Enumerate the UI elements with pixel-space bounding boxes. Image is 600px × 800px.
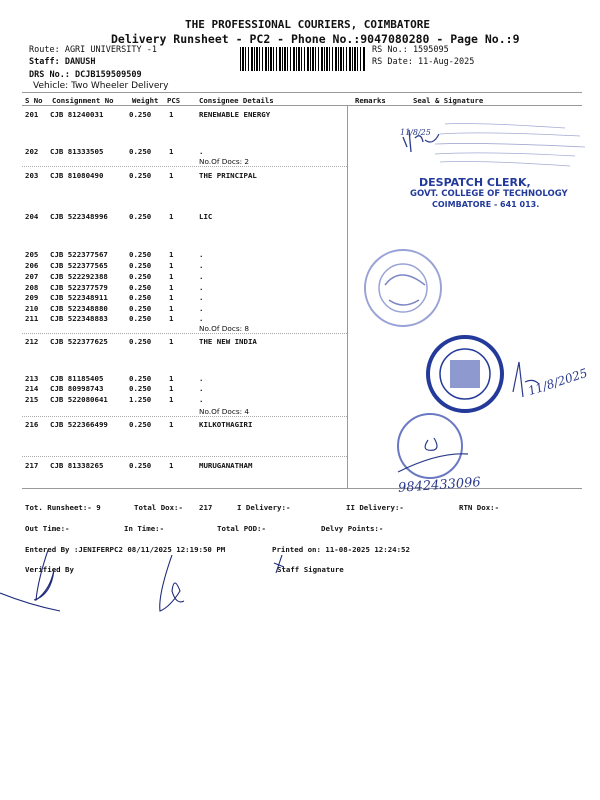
row-sno: 205 [25, 250, 39, 259]
row-sno: 215 [25, 395, 39, 404]
row-sno: 217 [25, 461, 39, 470]
out-time-label: Out Time:- [25, 524, 70, 533]
row-sno: 214 [25, 384, 39, 393]
delivery-points-label: Delvy Points:- [321, 524, 384, 533]
row-sno: 211 [25, 314, 39, 323]
row-weight: 0.250 [129, 374, 152, 383]
row-sno: 204 [25, 212, 39, 221]
col-consignment: Consignment No [52, 96, 114, 105]
row-weight: 0.250 [129, 293, 152, 302]
row-sno: 207 [25, 272, 39, 281]
row-pcs: 1 [169, 261, 174, 270]
row-pcs: 1 [169, 171, 174, 180]
row-pcs: 1 [169, 283, 174, 292]
route-label: Route: AGRI UNIVERSITY -1 [29, 45, 157, 55]
header-top-rule [22, 92, 582, 93]
row-pcs: 1 [169, 272, 174, 281]
barcode-image [240, 47, 366, 71]
runsheet-subtitle: Delivery Runsheet - PC2 - Phone No.:9047080280 - Page No.:9 [111, 32, 520, 46]
row-pcs: 1 [169, 293, 174, 302]
row-consignee: MURUGANATHAM [199, 461, 253, 470]
row-consignee: THE NEW INDIA [199, 337, 257, 346]
docs-count-note: No.Of Docs: 8 [199, 324, 250, 333]
row-consignment-no: CJB 522348883 [50, 314, 108, 323]
row-weight: 0.250 [129, 384, 152, 393]
col-seal-signature: Seal & Signature [413, 96, 484, 105]
row-consignment-no: CJB 80998743 [50, 384, 104, 393]
row-consignee: KILKOTHAGIRI [199, 420, 253, 429]
row-sno: 201 [25, 110, 39, 119]
row-weight: 0.250 [129, 212, 152, 221]
total-pod-label: Total POD:- [217, 524, 266, 533]
row-pcs: 1 [169, 314, 174, 323]
handwritten-date: 11/8/2025 [526, 365, 590, 399]
row-weight: 0.250 [129, 110, 152, 119]
row-sno: 202 [25, 147, 39, 156]
college-city: COIMBATORE - 641 013. [432, 200, 540, 209]
col-sno: S No [25, 96, 43, 105]
row-weight: 0.250 [129, 171, 152, 180]
group-separator [22, 166, 347, 167]
row-sno: 206 [25, 261, 39, 270]
row-consignment-no: CJB 522377565 [50, 261, 108, 270]
row-weight: 0.250 [129, 314, 152, 323]
row-consignee: . [199, 314, 204, 323]
row-consignee: . [199, 147, 204, 156]
in-time-label: In Time:- [124, 524, 165, 533]
row-weight: 0.250 [129, 283, 152, 292]
row-consignee: THE PRINCIPAL [199, 171, 257, 180]
row-consignment-no: CJB 81338265 [50, 461, 104, 470]
group-separator [22, 333, 347, 334]
row-consignment-no: CJB 81333505 [50, 147, 104, 156]
row-pcs: 1 [169, 337, 174, 346]
row-consignment-no: CJB 522348911 [50, 293, 108, 302]
row-consignment-no: CJB 522377625 [50, 337, 108, 346]
group-separator [22, 416, 347, 417]
row-consignment-no: CJB 522377567 [50, 250, 108, 259]
college-name: GOVT. COLLEGE OF TECHNOLOGY [410, 189, 568, 199]
col-consignee: Consignee Details [199, 96, 274, 105]
row-pcs: 1 [169, 110, 174, 119]
total-runsheet: Tot. Runsheet:- 9 [25, 503, 101, 512]
row-consignee: . [199, 384, 204, 393]
row-sno: 212 [25, 337, 39, 346]
row-weight: 0.250 [129, 147, 152, 156]
rs-number: RS No.: 1595095 [372, 45, 449, 55]
row-sno: 213 [25, 374, 39, 383]
table-bottom-rule [22, 488, 582, 489]
row-weight: 0.250 [129, 304, 152, 313]
row-sno: 208 [25, 283, 39, 292]
row-consignee: . [199, 293, 204, 302]
row-consignment-no: CJB 522377579 [50, 283, 108, 292]
row-consignee: . [199, 304, 204, 313]
new-india-seal-image [420, 332, 510, 417]
row-weight: 0.250 [129, 420, 152, 429]
docs-count-note: No.Of Docs: 2 [199, 157, 250, 166]
staff-label: Staff: DANUSH [29, 57, 96, 67]
row-pcs: 1 [169, 250, 174, 259]
vehicle-label: Vehicle: Two Wheeler Delivery [33, 81, 169, 91]
row-weight: 0.250 [129, 337, 152, 346]
group-separator [22, 456, 347, 457]
row-consignment-no: CJB 522348880 [50, 304, 108, 313]
row-consignment-no: CJB 81240031 [50, 110, 104, 119]
row-consignee: . [199, 272, 204, 281]
company-name: THE PROFESSIONAL COURIERS, COIMBATORE [185, 18, 431, 31]
row-consignee: . [199, 261, 204, 270]
row-sno: 216 [25, 420, 39, 429]
row-consignee: LIC [199, 212, 213, 221]
row-consignee: RENEWABLE ENERGY [199, 110, 271, 119]
row-weight: 0.250 [129, 250, 152, 259]
rs-date: RS Date: 11-Aug-2025 [372, 57, 475, 67]
row-sno: 203 [25, 171, 39, 180]
verified-by-label: Verified By [25, 565, 74, 574]
col-pcs: PCS [167, 96, 181, 105]
row-pcs: 1 [169, 212, 174, 221]
row-consignment-no: CJB 522366499 [50, 420, 108, 429]
printed-on: Printed on: 11-08-2025 12:24:52 [272, 545, 410, 554]
entered-by: Entered By :JENIFERPC2 08/11/2025 12:19:50 PM [25, 545, 226, 554]
row-consignee: . [199, 374, 204, 383]
docs-count-note: No.Of Docs: 4 [199, 407, 250, 416]
row-weight: 0.250 [129, 461, 152, 470]
row-weight: 1.250 [129, 395, 152, 404]
row-consignment-no: CJB 522348996 [50, 212, 108, 221]
footer-signatures-image [0, 545, 320, 625]
lic-seal-image [355, 245, 455, 335]
row-consignment-no: CJB 522080641 [50, 395, 108, 404]
row-pcs: 1 [169, 420, 174, 429]
row-sno: 209 [25, 293, 39, 302]
col-remarks: Remarks [355, 96, 386, 105]
row-weight: 0.250 [129, 272, 152, 281]
row-consignment-no: CJB 81080490 [50, 171, 104, 180]
handwritten-date: 11/8/25 [400, 128, 431, 137]
staff-signature-label: Staff Signature [277, 565, 344, 574]
second-delivery-label: II Delivery:- [346, 503, 404, 512]
total-dox-value: 217 [199, 503, 213, 512]
row-sno: 210 [25, 304, 39, 313]
row-consignment-no: CJB 81185405 [50, 374, 104, 383]
row-consignee: . [199, 395, 204, 404]
row-pcs: 1 [169, 147, 174, 156]
return-dox-label: RTN Dox:- [459, 503, 500, 512]
row-consignee: . [199, 250, 204, 259]
row-consignee: . [199, 283, 204, 292]
first-delivery-label: I Delivery:- [237, 503, 291, 512]
row-pcs: 1 [169, 384, 174, 393]
row-pcs: 1 [169, 374, 174, 383]
col-weight: Weight [132, 96, 159, 105]
row-pcs: 1 [169, 395, 174, 404]
total-dox-label: Total Dox:- [134, 503, 183, 512]
row-pcs: 1 [169, 304, 174, 313]
row-pcs: 1 [169, 461, 174, 470]
drs-number: DRS No.: DCJB159509509 [29, 70, 142, 80]
remarks-divider [347, 105, 348, 488]
handwritten-phone: 9842433096 [397, 475, 482, 496]
row-weight: 0.250 [129, 261, 152, 270]
row-consignment-no: CJB 522292388 [50, 272, 108, 281]
header-bottom-rule [22, 105, 582, 106]
despatch-clerk-title: DESPATCH CLERK, [419, 176, 531, 189]
